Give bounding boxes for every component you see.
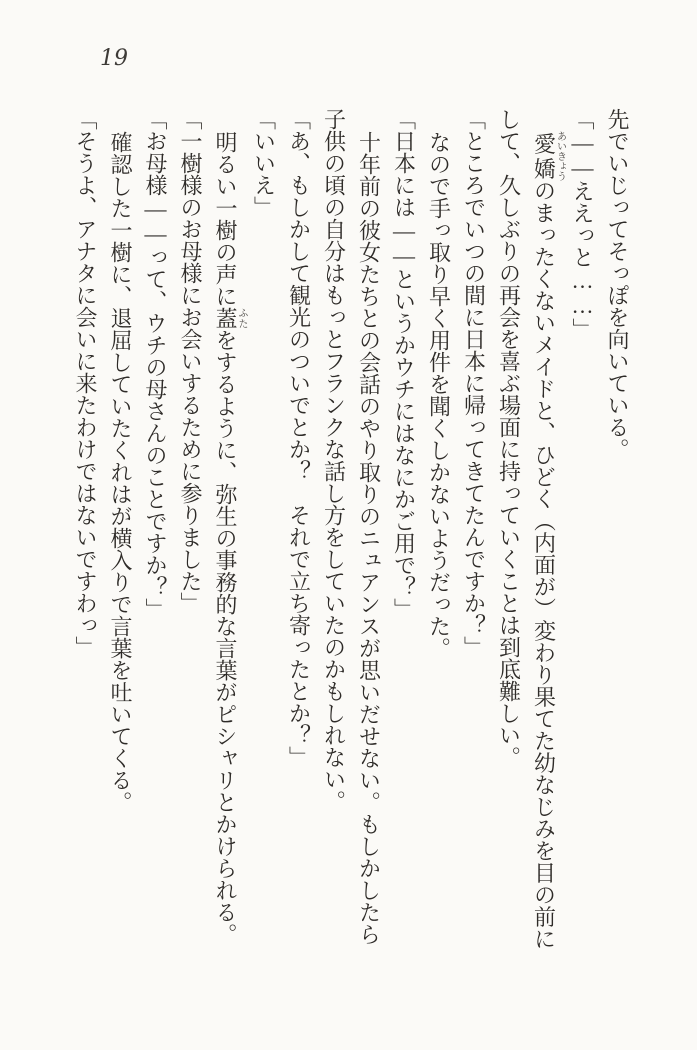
text-column: 先でいじってそっぽを向いている。: [605, 108, 630, 460]
text-column: 「日本には――というかウチにはなにかご用で？」: [391, 108, 417, 620]
text-column: 十年前の彼女たちとの会話のやり取りのニュアンスが思いだせない。もしかしたら: [356, 131, 382, 945]
text-column: 愛嬌あいきょうのまったくないメイドと、ひどく（内面が）変わり果てた幼なじみを目の前に: [531, 131, 566, 950]
page-number: 19: [100, 46, 128, 71]
text-column: 「いいえ」: [251, 108, 277, 218]
text-column: 「ところでいつの間に日本に帰ってきてたんですか？」: [461, 108, 487, 658]
text-column: して、久しぶりの再会を喜ぶ場面に持っていくことは到底難しい。: [496, 108, 522, 768]
text-column: なので手っ取り早く用件を聞くしかないようだった。: [426, 131, 452, 659]
text-column: 「一樹様のお母様にお会いするために参りました」: [178, 108, 203, 614]
text-column: 「そうよ、アナタに会いに来たわけではないですわっ」: [73, 108, 98, 658]
text-column: 確認した一樹に、退屈していたくれはが横入りで言葉を吐いてくる。: [108, 131, 133, 813]
text-columns: [68, 108, 635, 960]
text-column: 子供の頃の自分はもっとフランクな話し方をしていたのかもしれない。: [321, 108, 347, 812]
text-column: 明るい一樹の声に蓋ふたをするように、弥生の事務的な言葉がピシャリとかけられる。: [213, 131, 247, 945]
text-column: 「――ええっと……」: [570, 108, 595, 340]
furigana-annotated-word: 蓋ふた: [213, 307, 247, 329]
furigana-annotated-word: 愛嬌あいきょう: [531, 131, 566, 181]
text-column: 「あ、もしかして観光のついでとか？ それで立ち寄ったとか？」: [286, 108, 312, 768]
text-column: 「お母様――って、ウチの母さんのことですか？」: [143, 108, 168, 620]
